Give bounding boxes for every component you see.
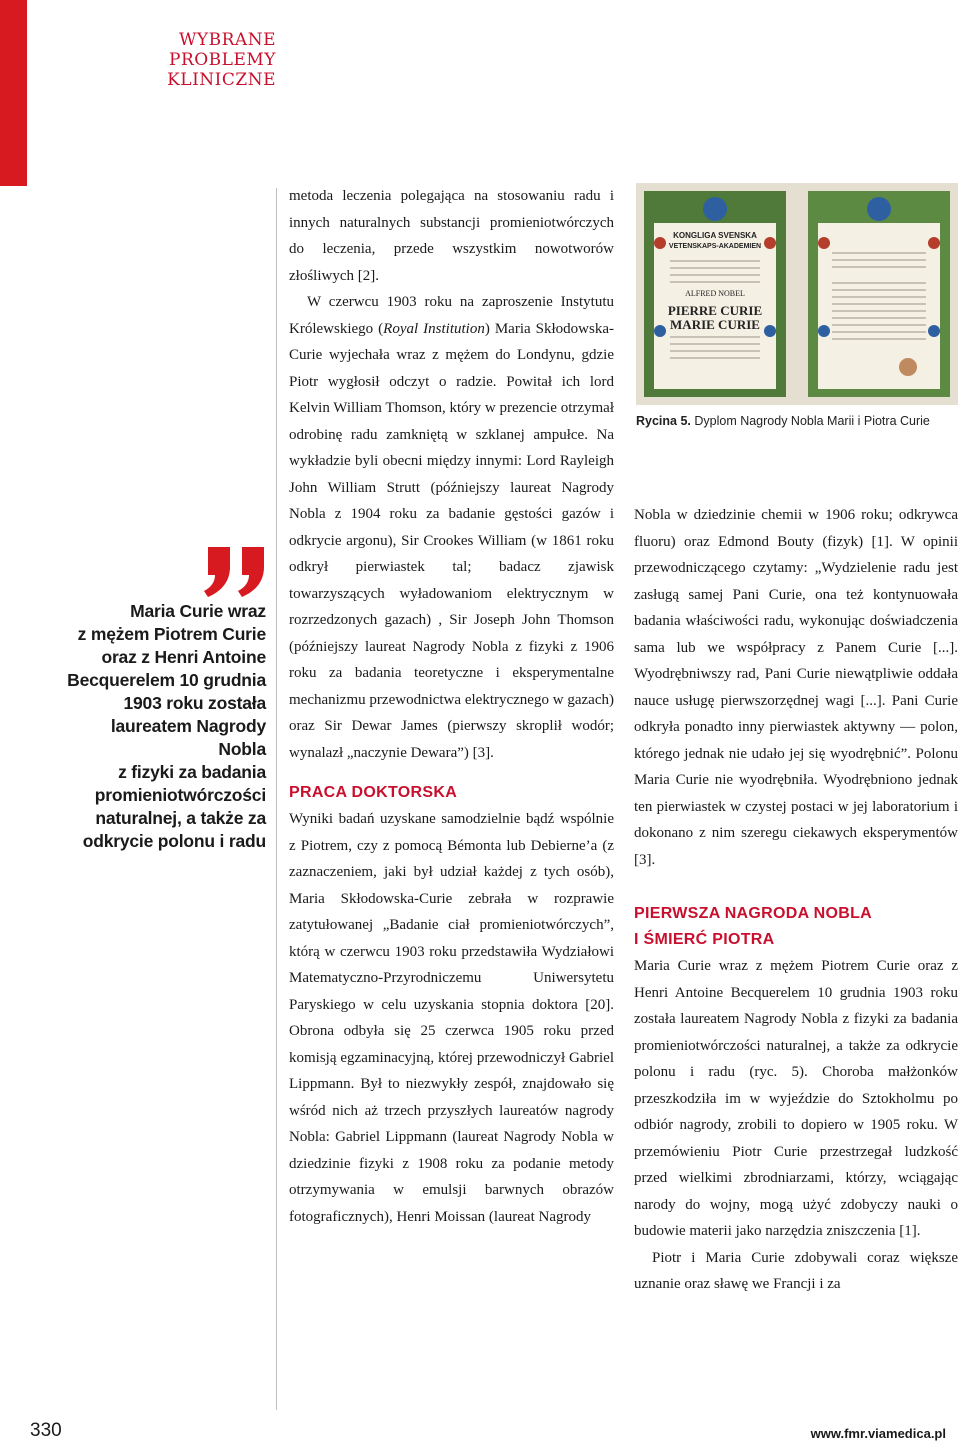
pull-quote-line: 1903 roku została: [123, 693, 266, 713]
quote-mark-icon: [200, 545, 270, 605]
body-column-1: [289, 183, 614, 1230]
section-tag-line: KLINICZNE: [167, 70, 276, 90]
emphasis-text: Royal Institution: [383, 320, 485, 337]
diploma-text: ALFRED NOBEL: [685, 289, 745, 298]
paragraph: metoda leczenia polegająca na stosowaniu radu i innych naturalnych substancji promieniotwórczych do leczenia, przede wszystkim nowotworów złośliwych [2].: [289, 188, 614, 284]
paragraph: Nobla w dziedzinie chemii w 1906 roku; odkrywca fluoru) oraz Edmond Bouty (fizyk) [1]. W opinii przewodniczącego czytamy: „Wydzielenie radu jest zasługą samej Pani Curie, ona też kontynuowała badania właściwości radu, wykonując doświadczenia sama lub we współpracy z Panem Curie [...]. Wyodrębniwszy rad, Pani Curie niewątpliwie oddała nauce usługę pierwszorzędnej wagi [...]. Pani Curie odkryła ponadto inny pierwiastek aktywny — polon, którego jednak nie udało jej się wyodrębnić”. Polonu Maria Curie nie wyodrębniła. Wyodrębniono jednak ten pierwiastek w czystej postaci w jej laboratorium i dokonano z nim szeregu ciekawych eksperymentów [3].: [634, 507, 958, 868]
section-tag-line: PROBLEMY: [169, 50, 276, 70]
section-heading-line: I ŚMIERĆ PIOTRA: [634, 931, 775, 948]
figure-image: [636, 183, 958, 405]
figure-caption-text: Dyplom Nagrody Nobla Marii i Piotra Curie: [690, 414, 930, 428]
body-column-2: [634, 502, 958, 1298]
paragraph-text: ) Maria Skłodowska-Curie wyjechała wraz z mężem do Londynu, gdzie Piotr wygłosił odczyt o radzie. Powitał ich lord Kelvin William Thomson, który w prezencie otrzymał odrobinę radu zamkniętą w szklanej ampułce. Na wykładzie byli obecni między innymi: Lord Rayleigh John William Strutt (późniejszy laureat Nagrody Nobla z 1904 roku za badanie gęstości gazów i odkrycie argonu), Sir Crookes William (w 1861 roku odkrył pierwiastek tal; badacz zjawisk towarzyszących wyładowaniom elektrycznym w rozrzedzonych gazach) , Sir Joseph John Thomson (późniejszy laureat Nagrody Nobla z fizyki z 1906 roku za badania teoretyczne i eksperymentalne mechanizmu przewodnictwa elektrycznego w gazach) oraz Sir Dewar James (pierwszy skroplił wodór; wynalazł „naczynie Dewara”) [3].: [289, 320, 615, 761]
page-number: 330: [30, 1420, 62, 1441]
pull-quote-line: z mężem Piotrem Curie: [77, 624, 266, 644]
pull-quote-line: Maria Curie wraz: [130, 601, 266, 621]
section-color-bar: [0, 0, 27, 186]
paragraph: Piotr i Maria Curie zdobywali coraz większe uznanie oraz sławę we Francji i za: [634, 1249, 958, 1292]
column-divider: [276, 188, 277, 1410]
section-heading: PRACA DOKTORSKA: [289, 784, 458, 801]
paragraph: Maria Curie wraz z mężem Piotrem Curie oraz z Henri Antoine Becquerelem 10 grudnia 1903 roku została laureatem Nagrody Nobla z fizyki za badania promieniotwórczości naturalnej, a także za odkrycie polonu i radu (ryc. 5). Choroba małżonków przeszkodziła im w wyjeździe do Sztokholmu po odbiór nagrody, zrobili to dopiero w 1905 roku. W przemówieniu Piotr Curie przestrzegał ludzkość przed wielkimi zbrodniarzami, którzy, wciągając narody do wojny, mogą użyć zdobyczy nauki o budowie materii jako narzędzia zniszczenia [1].: [634, 958, 958, 1239]
pull-quote-line: naturalnej, a także za: [95, 808, 266, 828]
figure-caption: [636, 414, 958, 428]
diploma-illustration: [636, 183, 958, 405]
section-heading-line: PIERWSZA NAGRODA NOBLA: [634, 905, 873, 922]
figure-label: Rycina 5.: [636, 414, 691, 428]
paragraph: [289, 289, 614, 766]
pull-quote-line: odkrycie polonu i radu: [82, 831, 266, 851]
section-heading: [634, 901, 958, 953]
section-tag-line: WYBRANE: [178, 30, 276, 50]
diploma-text: PIERRE CURIE: [667, 303, 763, 318]
diploma-text: VETENSKAPS-AKADEMIEN: [668, 243, 762, 250]
diploma-text: KONGLIGA SVENSKA: [673, 231, 757, 240]
section-tag: [120, 30, 276, 90]
pull-quote: [60, 600, 266, 853]
diploma-text: MARIE CURIE: [670, 317, 760, 332]
pull-quote-line: z fizyki za badania: [118, 762, 266, 782]
paragraph-text: W czerwcu 1903 roku na zaproszenie Instytutu Królewskiego (: [289, 294, 614, 337]
pull-quote-line: Becquerelem 10 grudnia: [67, 670, 266, 690]
pull-quote-line: oraz z Henri Antoine: [101, 647, 266, 667]
website-url: www.fmr.viamedica.pl: [810, 1426, 946, 1441]
pull-quote-line: laureatem Nagrody Nobla: [110, 716, 266, 759]
pull-quote-line: promieniotwórczości: [94, 785, 266, 805]
paragraph: Wyniki badań uzyskane samodzielnie bądź wspólnie z Piotrem, czy z pomocą Bémonta lub Debierne’a (z zaznaczeniem, jaki był udział każdej z tych osób), Maria Skłodowska-Curie zebrała w rozprawie zatytułowanej „Badanie ciał promieniotwórczych”, którą w czerwcu 1903 roku przedstawiła Wydziałowi Matematyczno-Przyrodniczemu Uniwersytetu Paryskiego w celu uzyskania stopnia doktora [20]. Obrona odbyła się 25 czerwca 1905 roku przed komisją egzaminacyjną, której przewodniczył Gabriel Lippmann. Był to niezwykły zespół, znajdowało się wśród nich aż trzech przyszłych laureatów nagrody Nobla: Gabriel Lippmann (laureat Nagrody Nobla w dziedzinie fizyki z 1908 roku za podanie metody otrzymywania w emulsji barwnych obrazów fotograficznych), Henri Moissan (laureat Nagrody: [289, 811, 614, 1225]
